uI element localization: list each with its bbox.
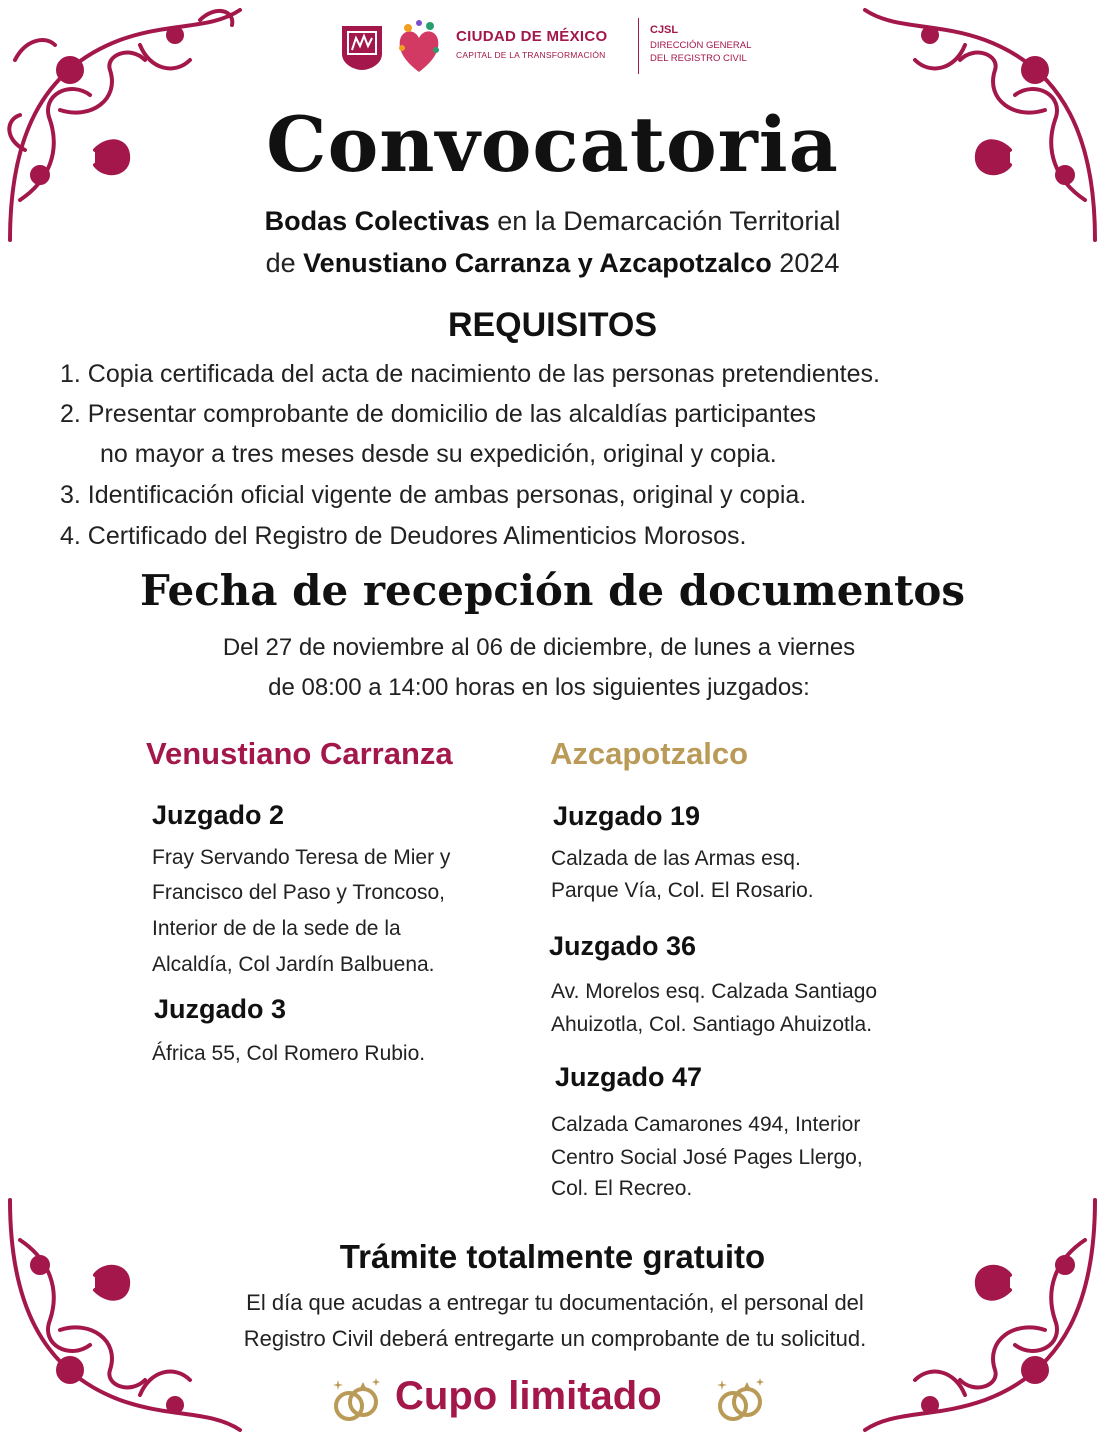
fecha-line2: de 08:00 a 14:00 horas en los siguientes juzgados:: [268, 674, 810, 701]
header-divider: [638, 18, 639, 74]
subtitle-line1: [0, 206, 1105, 237]
subtitle-bold-2: Venustiano Carranza y Azcapotzalco: [303, 248, 772, 278]
subtitle-bold-1: Bodas Colectivas: [264, 206, 490, 236]
juzgado-address: Calzada de las Armas esq.: [551, 847, 801, 870]
page-title: Convocatoria: [266, 100, 839, 189]
note-line2: Registro Civil deberá entregarte un comprobante de tu solicitud.: [243, 1326, 867, 1351]
cupo-limitado: Cupo limitado: [395, 1374, 662, 1418]
juzgado-address: Francisco del Paso y Troncoso,: [152, 881, 445, 904]
juzgado-address: Interior de de la sede de la: [152, 917, 401, 940]
subtitle-rest-1: en la Demarcación Territorial: [489, 206, 841, 236]
org-name: CIUDAD DE MÉXICO: [456, 28, 608, 45]
wedding-rings-icon: [712, 1372, 768, 1428]
juzgado-name: Juzgado 36: [549, 931, 697, 961]
juzgado-address: Ahuizotla, Col. Santiago Ahuizotla.: [551, 1013, 873, 1036]
fecha-title: Fecha de recepción de documentos: [139, 566, 966, 615]
gratis-heading: Trámite totalmente gratuito: [339, 1238, 766, 1275]
org-tagline: CAPITAL DE LA TRANSFORMACIÓN: [456, 50, 606, 60]
subtitle-line2: [0, 248, 1105, 279]
dept-line1: DIRECCIÓN GENERAL: [650, 40, 752, 51]
juzgado-address: Col. El Recreo.: [551, 1177, 693, 1200]
requisito-item-continuation: no mayor a tres meses desde su expedición, original y copia.: [100, 440, 777, 468]
juzgado-name: Juzgado 2: [152, 800, 285, 830]
requisito-item: 1. Copia certificada del acta de nacimiento de las personas pretendientes.: [60, 360, 880, 388]
juzgado-address: Alcaldía, Col Jardín Balbuena.: [152, 953, 435, 976]
juzgado-address: África 55, Col Romero Rubio.: [152, 1042, 426, 1065]
dept-line2: DEL REGISTRO CIVIL: [650, 53, 747, 64]
requisito-item: 3. Identificación oficial vigente de ambas personas, original y copia.: [60, 481, 807, 509]
juzgado-name: Juzgado 19: [553, 801, 701, 831]
requisito-item: 4. Certificado del Registro de Deudores Alimenticios Morosos.: [60, 522, 747, 550]
header-logos: [340, 18, 780, 78]
subtitle-post-2: 2024: [771, 248, 840, 278]
requisito-item: 2. Presentar comprobante de domicilio de las alcaldías participantes: [60, 400, 816, 428]
subtitle-pre-2: de: [265, 248, 304, 278]
shield-icon: [340, 24, 384, 72]
juzgado-name: Juzgado 47: [555, 1062, 703, 1092]
dept-abbr: CJSL: [650, 24, 679, 36]
azcapotzalco-title: Azcapotzalco: [550, 736, 749, 771]
juzgado-address: Av. Morelos esq. Calzada Santiago: [551, 980, 878, 1003]
wedding-rings-icon: [328, 1372, 384, 1428]
juzgado-address: Parque Vía, Col. El Rosario.: [551, 879, 814, 902]
fecha-line1: Del 27 de noviembre al 06 de diciembre, de lunes a viernes: [222, 634, 856, 661]
note-line1: El día que acudas a entregar tu documentación, el personal del: [246, 1290, 864, 1315]
juzgado-name: Juzgado 3: [154, 994, 287, 1024]
heart-logo-icon: [396, 18, 442, 76]
juzgado-address: Centro Social José Pages Llergo,: [551, 1146, 863, 1169]
juzgado-address: Calzada Camarones 494, Interior: [551, 1113, 861, 1136]
juzgado-address: Fray Servando Teresa de Mier y: [152, 846, 451, 869]
venustiano-title: Venustiano Carranza: [146, 736, 453, 771]
requisitos-title: REQUISITOS: [447, 306, 658, 344]
